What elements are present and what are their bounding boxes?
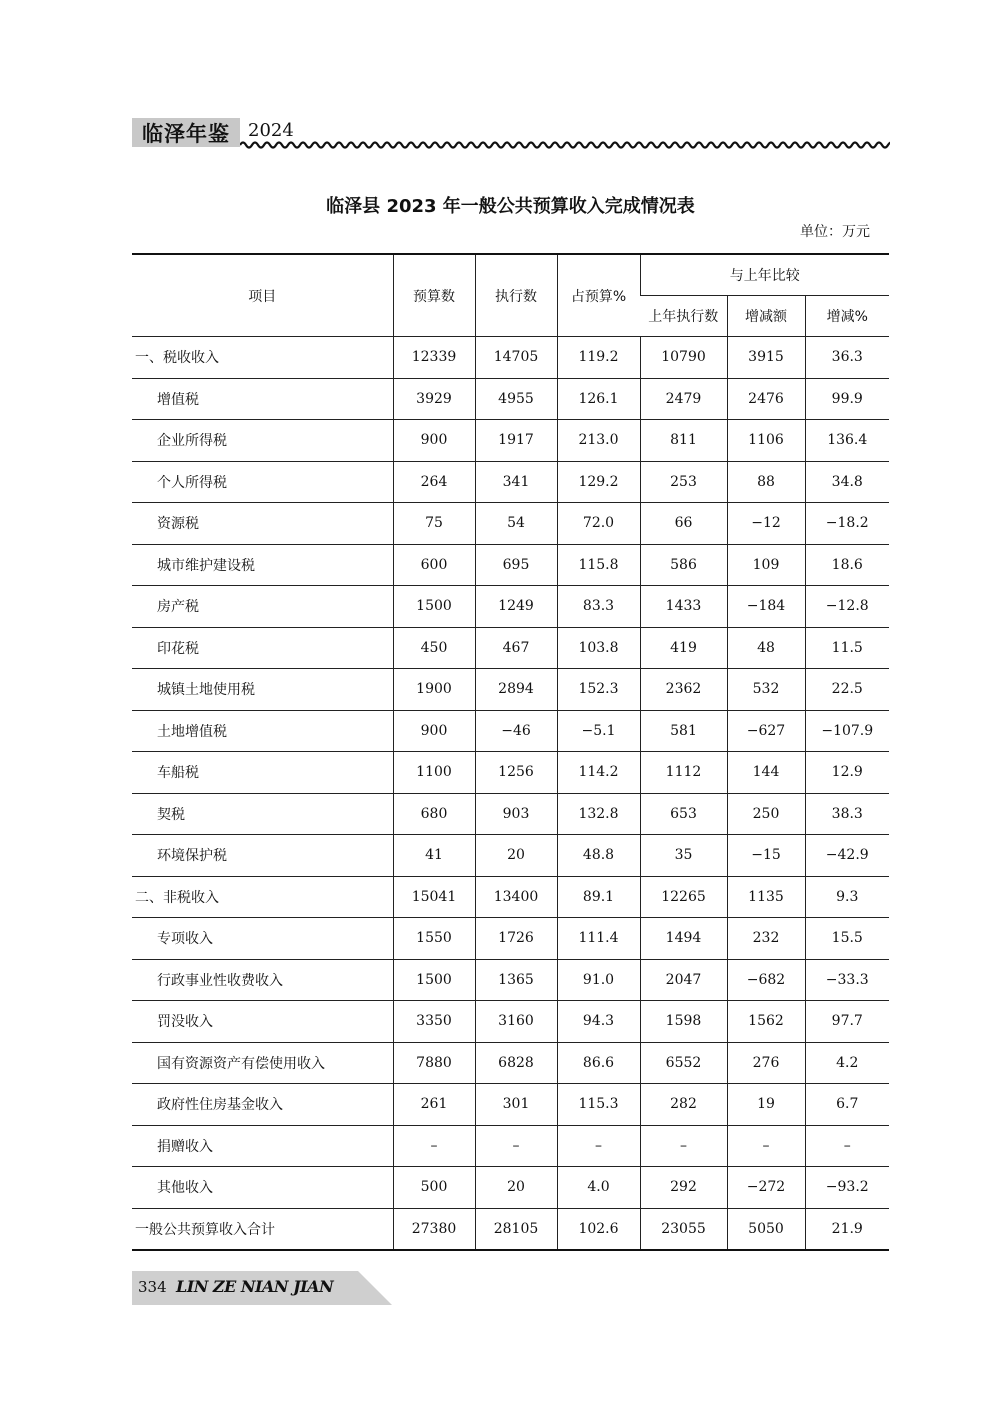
cell-item: 国有资源资产有偿使用收入 bbox=[132, 1042, 393, 1084]
unit-label: 单位：万元 bbox=[800, 224, 870, 240]
cell-item: 车船税 bbox=[132, 752, 393, 794]
cell-actual: 4955 bbox=[475, 378, 557, 420]
cell-change-pct: 18.6 bbox=[805, 544, 889, 586]
cell-change: −272 bbox=[727, 1167, 805, 1209]
table-row bbox=[132, 669, 889, 711]
cell-budget: 261 bbox=[393, 1084, 475, 1126]
cell-change: 48 bbox=[727, 627, 805, 669]
table-row bbox=[132, 586, 889, 628]
table-row bbox=[132, 503, 889, 545]
cell-budget: 41 bbox=[393, 835, 475, 877]
cell-item: 契税 bbox=[132, 793, 393, 835]
col-header-compare-group: 与上年比较 bbox=[640, 254, 889, 296]
table-row bbox=[132, 337, 889, 379]
cell-ratio: 48.8 bbox=[557, 835, 640, 877]
cell-budget: 680 bbox=[393, 793, 475, 835]
cell-budget: 1500 bbox=[393, 586, 475, 628]
table-row bbox=[132, 1084, 889, 1126]
table-row bbox=[132, 793, 889, 835]
cell-budget: 264 bbox=[393, 461, 475, 503]
cell-change-pct: 9.3 bbox=[805, 876, 889, 918]
cell-actual: 341 bbox=[475, 461, 557, 503]
cell-item: 政府性住房基金收入 bbox=[132, 1084, 393, 1126]
cell-prev: 10790 bbox=[640, 337, 727, 379]
cell-prev: 23055 bbox=[640, 1208, 727, 1250]
cell-change-pct: 12.9 bbox=[805, 752, 889, 794]
cell-prev: 282 bbox=[640, 1084, 727, 1126]
cell-ratio: 94.3 bbox=[557, 1001, 640, 1043]
cell-ratio: 114.2 bbox=[557, 752, 640, 794]
cell-change: 232 bbox=[727, 918, 805, 960]
cell-budget: 900 bbox=[393, 710, 475, 752]
cell-actual: 14705 bbox=[475, 337, 557, 379]
cell-change-pct: – bbox=[805, 1125, 889, 1167]
cell-actual: 28105 bbox=[475, 1208, 557, 1250]
col-header-prev: 上年执行数 bbox=[640, 296, 727, 337]
table-row bbox=[132, 710, 889, 752]
cell-ratio: 152.3 bbox=[557, 669, 640, 711]
cell-item: 专项收入 bbox=[132, 918, 393, 960]
cell-item: 城镇土地使用税 bbox=[132, 669, 393, 711]
cell-prev: 2479 bbox=[640, 378, 727, 420]
cell-change: 109 bbox=[727, 544, 805, 586]
table-row bbox=[132, 544, 889, 586]
table-row bbox=[132, 1167, 889, 1209]
cell-change-pct: 34.8 bbox=[805, 461, 889, 503]
cell-ratio: 86.6 bbox=[557, 1042, 640, 1084]
cell-budget: 1900 bbox=[393, 669, 475, 711]
cell-prev: 1433 bbox=[640, 586, 727, 628]
table-title: 临泽县 2023 年一般公共预算收入完成情况表 bbox=[326, 196, 695, 217]
cell-item: 其他收入 bbox=[132, 1167, 393, 1209]
cell-budget: 450 bbox=[393, 627, 475, 669]
cell-item: 印花税 bbox=[132, 627, 393, 669]
cell-budget: 900 bbox=[393, 420, 475, 462]
cell-budget: 27380 bbox=[393, 1208, 475, 1250]
cell-prev: – bbox=[640, 1125, 727, 1167]
cell-item: 房产税 bbox=[132, 586, 393, 628]
cell-change-pct: 21.9 bbox=[805, 1208, 889, 1250]
cell-ratio: 91.0 bbox=[557, 959, 640, 1001]
cell-item: 罚没收入 bbox=[132, 1001, 393, 1043]
cell-change: −682 bbox=[727, 959, 805, 1001]
cell-change-pct: 97.7 bbox=[805, 1001, 889, 1043]
cell-change: 1106 bbox=[727, 420, 805, 462]
cell-change: 1562 bbox=[727, 1001, 805, 1043]
cell-actual: 3160 bbox=[475, 1001, 557, 1043]
cell-change-pct: 36.3 bbox=[805, 337, 889, 379]
cell-change-pct: −12.8 bbox=[805, 586, 889, 628]
cell-actual: – bbox=[475, 1125, 557, 1167]
cell-prev: 12265 bbox=[640, 876, 727, 918]
table-row bbox=[132, 1001, 889, 1043]
cell-change: 88 bbox=[727, 461, 805, 503]
cell-prev: 419 bbox=[640, 627, 727, 669]
cell-ratio: −5.1 bbox=[557, 710, 640, 752]
cell-actual: 13400 bbox=[475, 876, 557, 918]
cell-budget: 3929 bbox=[393, 378, 475, 420]
cell-actual: 695 bbox=[475, 544, 557, 586]
cell-change: 19 bbox=[727, 1084, 805, 1126]
cell-ratio: – bbox=[557, 1125, 640, 1167]
cell-prev: 1494 bbox=[640, 918, 727, 960]
cell-actual: 1365 bbox=[475, 959, 557, 1001]
table-body bbox=[132, 337, 889, 1251]
cell-change-pct: −33.3 bbox=[805, 959, 889, 1001]
cell-ratio: 213.0 bbox=[557, 420, 640, 462]
cell-item: 行政事业性收费收入 bbox=[132, 959, 393, 1001]
cell-ratio: 126.1 bbox=[557, 378, 640, 420]
cell-actual: 6828 bbox=[475, 1042, 557, 1084]
cell-ratio: 129.2 bbox=[557, 461, 640, 503]
cell-budget: 12339 bbox=[393, 337, 475, 379]
table-row bbox=[132, 959, 889, 1001]
cell-item: 一、税收收入 bbox=[132, 337, 393, 379]
cell-prev: 2362 bbox=[640, 669, 727, 711]
yearbook-brand: 临泽年鉴 bbox=[132, 118, 240, 147]
cell-change: −15 bbox=[727, 835, 805, 877]
cell-change: 532 bbox=[727, 669, 805, 711]
cell-prev: 581 bbox=[640, 710, 727, 752]
cell-actual: 20 bbox=[475, 1167, 557, 1209]
cell-change-pct: −42.9 bbox=[805, 835, 889, 877]
cell-change: 5050 bbox=[727, 1208, 805, 1250]
cell-item: 一般公共预算收入合计 bbox=[132, 1208, 393, 1250]
cell-change: 276 bbox=[727, 1042, 805, 1084]
cell-ratio: 4.0 bbox=[557, 1167, 640, 1209]
cell-change-pct: 15.5 bbox=[805, 918, 889, 960]
cell-actual: 54 bbox=[475, 503, 557, 545]
cell-budget: 1550 bbox=[393, 918, 475, 960]
cell-change-pct: 4.2 bbox=[805, 1042, 889, 1084]
col-header-change: 增减额 bbox=[727, 296, 805, 337]
cell-ratio: 111.4 bbox=[557, 918, 640, 960]
cell-ratio: 132.8 bbox=[557, 793, 640, 835]
cell-ratio: 102.6 bbox=[557, 1208, 640, 1250]
cell-change: 1135 bbox=[727, 876, 805, 918]
col-header-ratio: 占预算% bbox=[557, 254, 640, 337]
cell-item: 城市维护建设税 bbox=[132, 544, 393, 586]
cell-change: −627 bbox=[727, 710, 805, 752]
cell-prev: 66 bbox=[640, 503, 727, 545]
cell-ratio: 103.8 bbox=[557, 627, 640, 669]
cell-change-pct: −107.9 bbox=[805, 710, 889, 752]
table-row bbox=[132, 876, 889, 918]
cell-prev: 292 bbox=[640, 1167, 727, 1209]
cell-actual: −46 bbox=[475, 710, 557, 752]
cell-item: 资源税 bbox=[132, 503, 393, 545]
table-row bbox=[132, 378, 889, 420]
cell-change: – bbox=[727, 1125, 805, 1167]
cell-change: −12 bbox=[727, 503, 805, 545]
cell-actual: 1256 bbox=[475, 752, 557, 794]
page-footer bbox=[132, 1271, 392, 1305]
cell-prev: 2047 bbox=[640, 959, 727, 1001]
page-number: 334 bbox=[138, 1278, 167, 1296]
col-header-budget: 预算数 bbox=[393, 254, 475, 337]
page-header bbox=[132, 115, 889, 151]
cell-change: 144 bbox=[727, 752, 805, 794]
magazine-name: LIN ZE NIAN JIAN bbox=[176, 1277, 334, 1296]
cell-change-pct: 22.5 bbox=[805, 669, 889, 711]
cell-prev: 35 bbox=[640, 835, 727, 877]
cell-change-pct: −93.2 bbox=[805, 1167, 889, 1209]
table-row bbox=[132, 752, 889, 794]
table-row bbox=[132, 1125, 889, 1167]
table-row bbox=[132, 420, 889, 462]
cell-budget: – bbox=[393, 1125, 475, 1167]
cell-actual: 20 bbox=[475, 835, 557, 877]
header-wave-rule bbox=[240, 139, 890, 151]
cell-budget: 500 bbox=[393, 1167, 475, 1209]
cell-actual: 903 bbox=[475, 793, 557, 835]
cell-actual: 1249 bbox=[475, 586, 557, 628]
cell-budget: 1100 bbox=[393, 752, 475, 794]
cell-ratio: 115.8 bbox=[557, 544, 640, 586]
yearbook-year: 2024 bbox=[248, 120, 294, 141]
cell-change: 3915 bbox=[727, 337, 805, 379]
cell-prev: 811 bbox=[640, 420, 727, 462]
cell-change-pct: 136.4 bbox=[805, 420, 889, 462]
cell-actual: 467 bbox=[475, 627, 557, 669]
cell-actual: 2894 bbox=[475, 669, 557, 711]
cell-actual: 1917 bbox=[475, 420, 557, 462]
cell-ratio: 89.1 bbox=[557, 876, 640, 918]
table-row bbox=[132, 1042, 889, 1084]
cell-change-pct: 99.9 bbox=[805, 378, 889, 420]
col-header-actual: 执行数 bbox=[475, 254, 557, 337]
cell-change: −184 bbox=[727, 586, 805, 628]
cell-budget: 15041 bbox=[393, 876, 475, 918]
cell-budget: 1500 bbox=[393, 959, 475, 1001]
cell-prev: 1112 bbox=[640, 752, 727, 794]
table-row bbox=[132, 918, 889, 960]
cell-budget: 7880 bbox=[393, 1042, 475, 1084]
table-row bbox=[132, 1208, 889, 1250]
cell-item: 土地增值税 bbox=[132, 710, 393, 752]
col-header-item: 项目 bbox=[132, 254, 393, 337]
cell-item: 企业所得税 bbox=[132, 420, 393, 462]
cell-change-pct: 38.3 bbox=[805, 793, 889, 835]
cell-prev: 1598 bbox=[640, 1001, 727, 1043]
table-row bbox=[132, 835, 889, 877]
table-row bbox=[132, 461, 889, 503]
cell-item: 二、非税收入 bbox=[132, 876, 393, 918]
budget-revenue-table bbox=[132, 253, 889, 1251]
cell-ratio: 83.3 bbox=[557, 586, 640, 628]
cell-prev: 586 bbox=[640, 544, 727, 586]
cell-prev: 253 bbox=[640, 461, 727, 503]
cell-prev: 653 bbox=[640, 793, 727, 835]
cell-item: 捐赠收入 bbox=[132, 1125, 393, 1167]
cell-actual: 301 bbox=[475, 1084, 557, 1126]
cell-item: 增值税 bbox=[132, 378, 393, 420]
cell-change-pct: −18.2 bbox=[805, 503, 889, 545]
cell-prev: 6552 bbox=[640, 1042, 727, 1084]
cell-item: 个人所得税 bbox=[132, 461, 393, 503]
cell-ratio: 115.3 bbox=[557, 1084, 640, 1126]
cell-item: 环境保护税 bbox=[132, 835, 393, 877]
cell-actual: 1726 bbox=[475, 918, 557, 960]
cell-budget: 75 bbox=[393, 503, 475, 545]
cell-budget: 3350 bbox=[393, 1001, 475, 1043]
cell-change-pct: 6.7 bbox=[805, 1084, 889, 1126]
cell-ratio: 119.2 bbox=[557, 337, 640, 379]
col-header-change-pct: 增减% bbox=[805, 296, 889, 337]
cell-budget: 600 bbox=[393, 544, 475, 586]
table-row bbox=[132, 627, 889, 669]
cell-ratio: 72.0 bbox=[557, 503, 640, 545]
cell-change-pct: 11.5 bbox=[805, 627, 889, 669]
cell-change: 2476 bbox=[727, 378, 805, 420]
cell-change: 250 bbox=[727, 793, 805, 835]
